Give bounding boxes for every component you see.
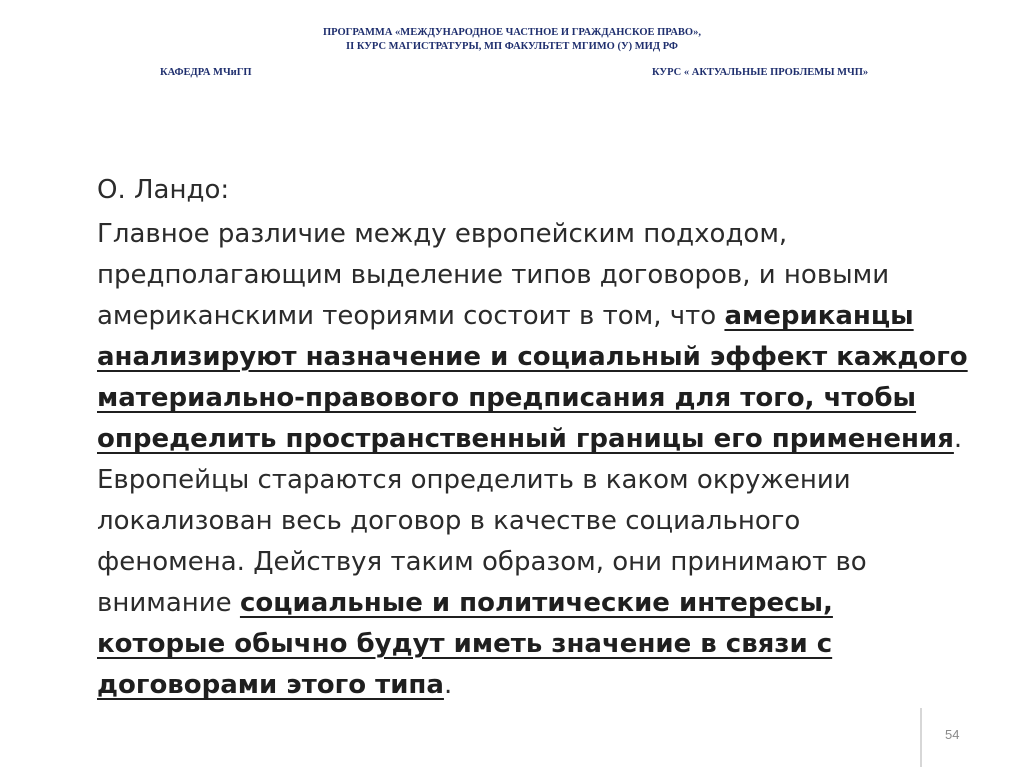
quote-line [97,583,977,624]
page-number: 54 [945,727,960,742]
slide-header [0,26,1024,54]
quote-line [97,665,977,706]
emphasis-text: материально-правового предписания для того, чтобы [97,383,917,413]
quote-line [97,296,977,337]
emphasis-text: социальные и политические интересы, [239,588,833,618]
author-name: О. Ландо: [97,175,230,205]
quote-line [97,378,977,419]
program-title-line-1: ПРОГРАММА «МЕЖДУНАРОДНОЕ ЧАСТНОЕ И ГРАЖДАНСКОЕ ПРАВО», [323,27,701,38]
emphasis-text: договорами этого типа [97,670,444,700]
quote-line [97,419,977,460]
emphasis-text: определить пространственный границы его применения [97,424,954,454]
punctuation: . [953,424,963,454]
course-label: КУРС « АКТУАЛЬНЫЕ ПРОБЛЕМЫ МЧП» [652,67,869,78]
quote-paragraph [97,214,977,706]
emphasis-text: которые обычно будут иметь значение в связи с [97,629,833,659]
quote-line: феномена. Действуя таким образом, они принимают во [97,547,867,577]
quote-line: Европейцы стараются определить в каком окружении [97,465,851,495]
emphasis-text: анализируют назначение и социальный эффект каждого [97,342,968,372]
program-title-line-2: II КУРС МАГИСТРАТУРЫ, МП ФАКУЛЬТЕТ МГИМО (У) МИД РФ [346,41,678,52]
quote-line [97,624,977,665]
quote-line: Главное различие между европейским подходом, [97,219,788,249]
quote-line: предполагающим выделение типов договоров, и новыми [97,260,890,290]
footer-divider [920,708,922,767]
quote-text: внимание [97,588,240,618]
quote-text: американскими теориями состоит в том, что [97,301,725,331]
emphasis-text: американцы [724,301,914,331]
punctuation: . [443,670,453,700]
quote-line [97,337,977,378]
quote-line: локализован весь договор в качестве социального [97,506,801,536]
slide-body [97,170,977,706]
department-label: КАФЕДРА МЧиГП [160,67,252,78]
